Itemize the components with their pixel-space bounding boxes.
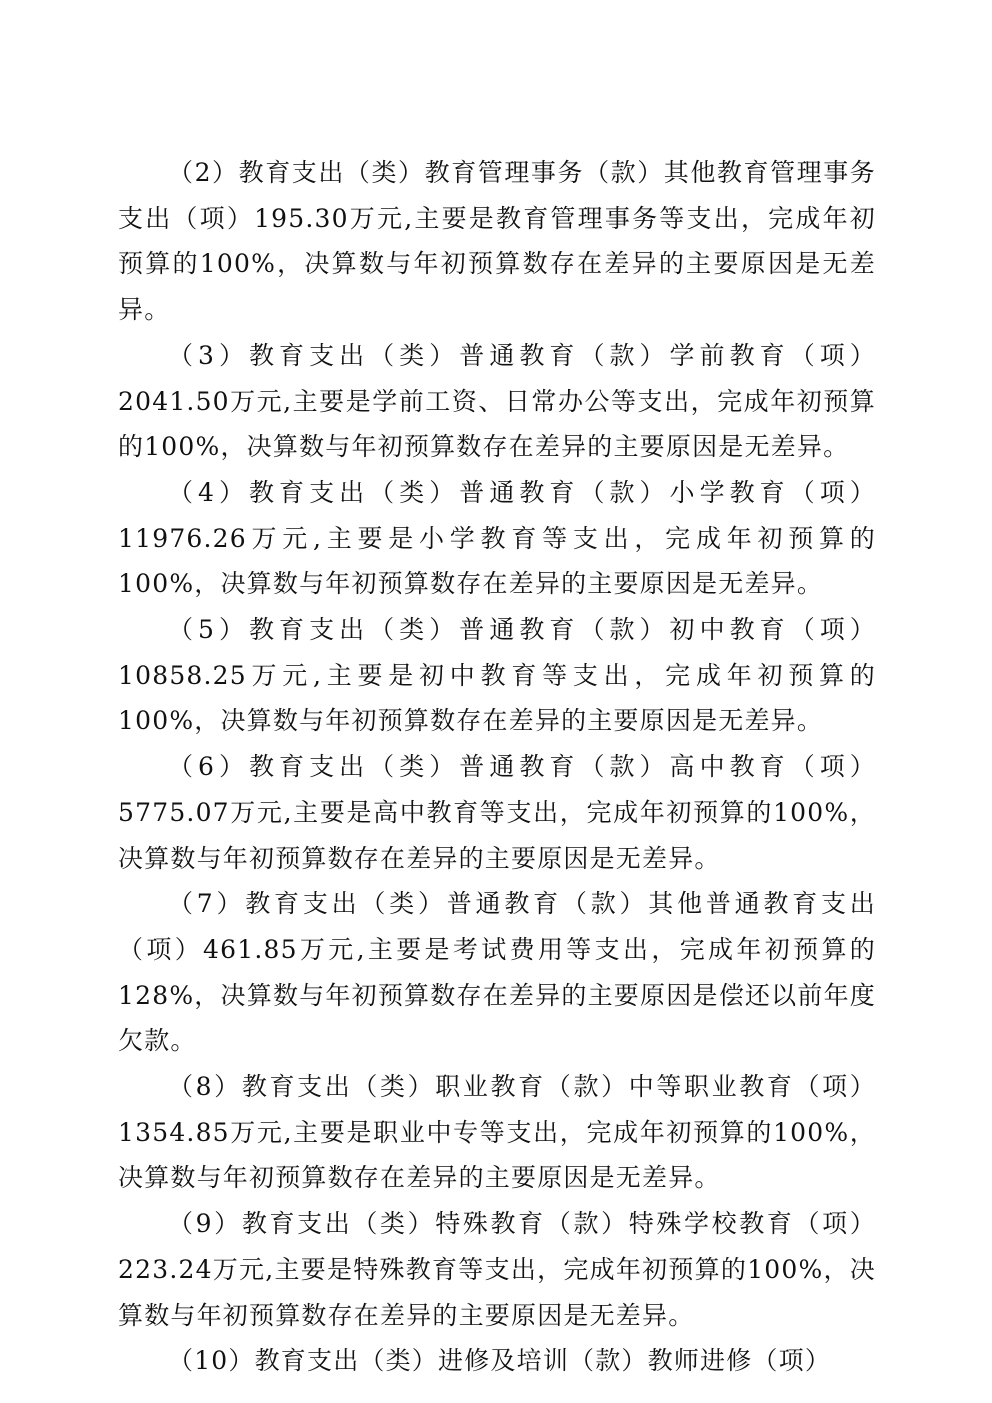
paragraph-item-10: （10）教育支出（类）进修及培训（款）教师进修（项） [168,1346,832,1376]
document-body [118,150,876,1384]
paragraph-item-2: （2）教育支出（类）教育管理事务（款）其他教育管理事务支出（项）195.30万元,主要是教育管理事务等支出，完成年初预算的100%，决算数与年初预算数存在差异的主要原因是无差异。 [118,158,876,325]
paragraph-item-3: （3）教育支出（类）普通教育（款）学前教育（项）2041.50万元,主要是学前工资、日常办公等支出，完成年初预算的100%，决算数与年初预算数存在差异的主要原因是无差异。 [118,340,876,462]
paragraph-item-9: （9）教育支出（类）特殊教育（款）特殊学校教育（项）223.24万元,主要是特殊教育等支出，完成年初预算的100%，决算数与年初预算数存在差异的主要原因是无差异。 [118,1209,876,1330]
paragraph-item-7: （7）教育支出（类）普通教育（款）其他普通教育支出（项）461.85万元,主要是考试费用等支出，完成年初预算的128%，决算数与年初预算数存在差异的主要原因是偿还以前年度欠款。 [118,889,876,1056]
paragraph-item-6: （6）教育支出（类）普通教育（款）高中教育（项）5775.07万元,主要是高中教育等支出，完成年初预算的100%，决算数与年初预算数存在差异的主要原因是无差异。 [118,752,876,873]
paragraph-item-4: （4）教育支出（类）普通教育（款）小学教育（项）11976.26万元,主要是小学教育等支出，完成年初预算的100%，决算数与年初预算数存在差异的主要原因是无差异。 [118,477,876,599]
paragraph-item-5: （5）教育支出（类）普通教育（款）初中教育（项）10858.25万元,主要是初中教育等支出，完成年初预算的100%，决算数与年初预算数存在差异的主要原因是无差异。 [118,615,876,736]
paragraph-item-8: （8）教育支出（类）职业教育（款）中等职业教育（项）1354.85万元,主要是职业中专等支出，完成年初预算的100%，决算数与年初预算数存在差异的主要原因是无差异。 [118,1072,876,1193]
